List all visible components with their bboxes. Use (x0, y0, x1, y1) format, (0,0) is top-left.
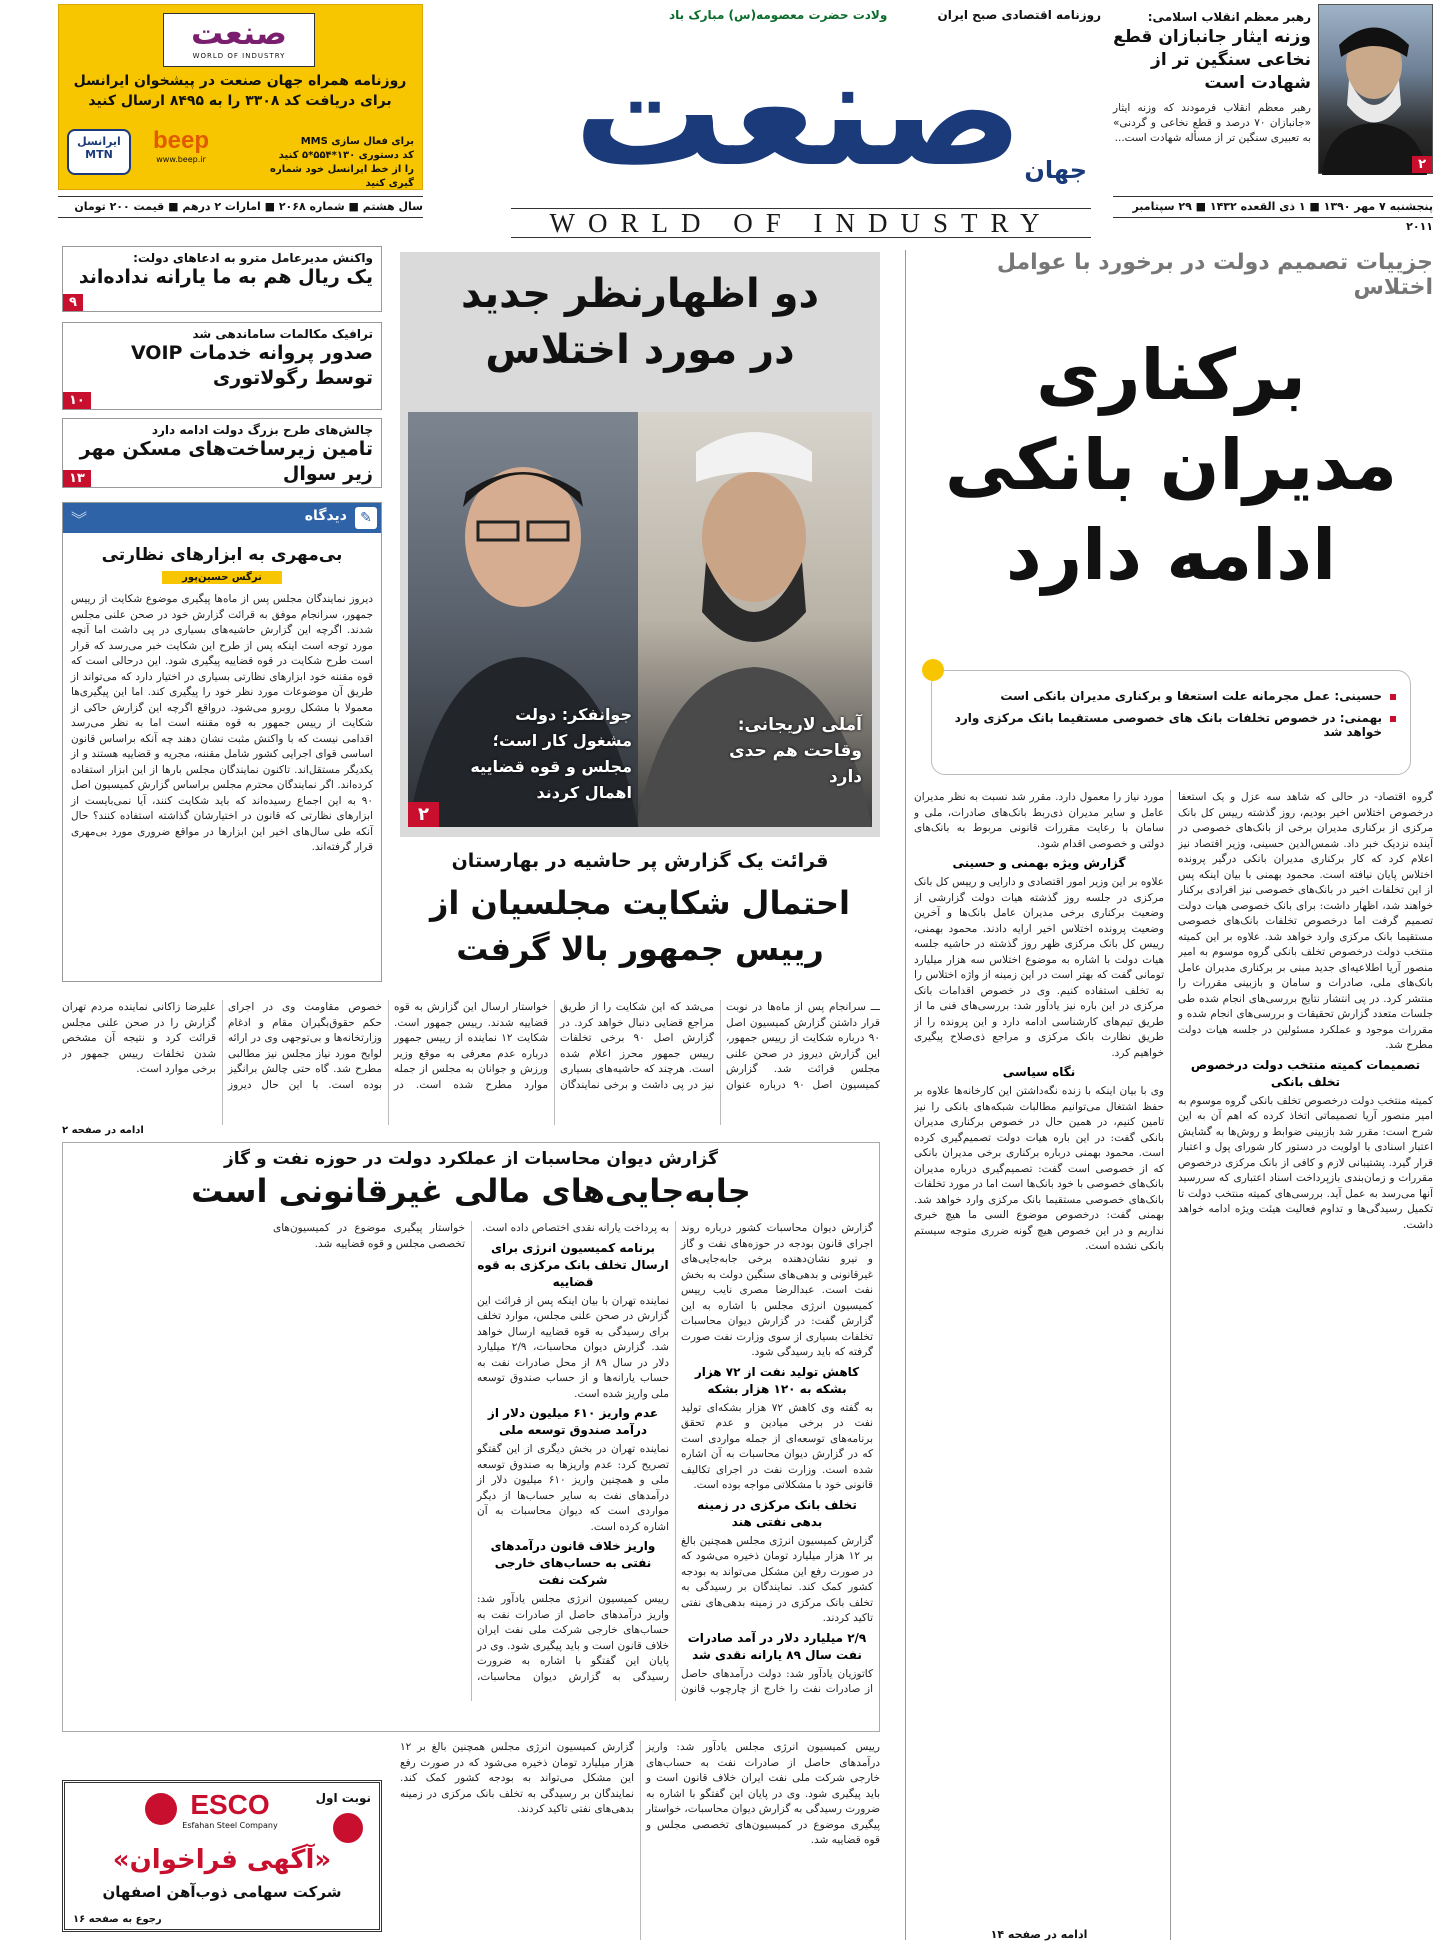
side-item-3-kicker: چالش‌های طرح بزرگ دولت ادامه دارد (151, 423, 373, 437)
audit-body2: به گفته وی کاهش ۷۲ هزار بشکه‌ای تولید نفت در برخی میادین و عدم تحقق برنامه‌های توسعه‌ای از جمله مواردی است که در گزارش دیوان محاسبات به آن اشاره شده است. وزارت نفت در اجرای تکالیف قانونی خود با مشکلاتی مواجه بوده است. (681, 1401, 873, 1491)
side-item-3-page: ۱۳ (63, 470, 91, 487)
side-item-2-page: ۱۰ (63, 392, 91, 409)
main-story-col2 (914, 790, 1164, 1930)
column-label-bar (63, 503, 381, 533)
esco-logo (145, 1789, 285, 1835)
masthead-logo-block (516, 26, 1087, 204)
center-page-number: ۲ (408, 802, 439, 827)
beep-logo (141, 127, 221, 177)
masthead-issue: سال هشتم ■ شماره ۲۰۶۸ ■ امارات ۲ درهم ■ قیمت ۲۰۰ تومان (74, 200, 423, 213)
ad-bottom-rank: نوبت اول (315, 1791, 371, 1805)
column-body: دیروز نمایندگان مجلس پس از ماه‌ها پیگیری موضوع شکایت از رییس جمهور، سرانجام موفق به قرائت گزارش خود در صحن علنی مجلس شدند. اگرچه این گزارش حاشیه‌های بسیاری در پی داشت اما آنچه مورد توجه است اینکه پس از طرح این شکایت خبر می‌رسد که قرار است طرح شکایت در قوه قضاییه پیگیری شود. این درحالی است که قوه مقننه خود ابزارهای نظارتی بسیاری در اختیار دارد که می‌تواند از طریق آن موضوعات مورد نظر خود را پیگیری کند. اما این پیگیری‌ها معمولا با مشکل روبرو می‌شود. درواقع اگرچه این گزارش حاکی از شکایت از رییس جمهور به قوه مقننه است اما به نظر می‌رسد اقدامی نیست که با واکنش مثبت نشان دهند چه آنکه براساس قانون اساسی قوای اجرایی کشور شامل مقننه، مجریه و قضاییه هستند و از یکدیگر مستقل‌اند. تاکنون نمایندگان مجلس بارها از این ابزار استفاده کرده‌اند. اگر نمایندگان محترم مجلس براساس گزارش کمیسیون اصل ۹۰ به این اجماع رسیده‌اند که باید شکایت کنند، آیا نمی‌بایست از ابزارهای نظارتی که قانون در اختیارشان گذاشته استفاده کنند؟ حال آنکه طی سال‌های اخیر این ابزارها در مواقع ضروری مورد بی‌مهری قرار گرفته‌اند. (71, 593, 373, 853)
bullets-marker-icon (922, 659, 944, 681)
leader-body: رهبر معظم انقلاب فرمودند که وزنه ایثار «جانبازان ۷۰ درصد و قطع نخاعی و گردنی» به تعبیری سنگین تر از مسأله شهادت است... (1113, 102, 1311, 144)
audit-kicker: گزارش دیوان محاسبات از عملکرد دولت در حوزه نفت و گاز (223, 1149, 718, 1169)
majlis-body: ـــ سرانجام پس از ماه‌ها در نوبت قرار داشتن گزارش کمیسیون اصل ۹۰ درباره شکایت از رییس جمهور، این گزارش دیروز در صحن علنی مجلس قرائت شد. گزارش کمیسیون اصل ۹۰ درباره عنوان می‌شد که این شکایت را از طریق مراجع قضایی دنبال خواهد کرد. در گزارش اصل ۹۰ برخی تخلفات رییس جمهور محرز اعلام شده است. هرچند که حاشیه‌های بسیاری نیز در پی داشت و برخی نمایندگان خواستار ارسال این گزارش به قوه قضاییه شدند. رییس جمهور است. شکایت ۱۲ نماینده از رییس جمهور درباره عدم معرفی به موقع وزیر ورزش و جوانان به مجلس از جمله موارد مطرح شده است. در خصوص مقاومت وی در اجرای حکم حقوق‌بگیران مقام و ادغام وزارتخانه‌ها و بی‌توجهی وی در ارائه لوایح مورد نیاز مجلس نیز مطالبی مطرح شد. گاه حتی چالش برانگیز بوده است. با این حال دیروز علیرضا زاکانی نماینده مردم تهران گزارش را در صحن علنی مجلس قرائت کرد و نتیجه آن مشخص شدن تخلفات رییس جمهور در برخی موارد است. (62, 1001, 880, 1091)
esco-logo-text: ESCO (190, 1789, 270, 1820)
divider (905, 250, 906, 1940)
audit-body6: نماینده تهران در بخش دیگری از این گفتگو تصریح کرد: عدم واریز‌ها به صندوق توسعه ملی و همچنین واریز ۶۱۰ میلیون دلار از درآمدهای نفت به سایر حساب‌ها از دیگر مواردی است که دیوان محاسبات به آن اشاره کرده است. (477, 1443, 670, 1533)
main-bullet-2: بهمنی: در خصوص تخلفات بانک های خصوصی مستقیما بانک مرکزی وارد خواهد شد (946, 711, 1396, 739)
ad-top-logo-en: WORLD OF INDUSTRY (192, 52, 286, 60)
audit-sub3: ۲/۹ میلیارد دلار در آمد صادرات نفت سال ۸۹ یارانه نقدی شد (687, 1630, 867, 1662)
ad-bottom[interactable] (62, 1780, 382, 1932)
audit-sub6: واریز خلاف قانون درآمدهای نفتی به حساب‌های خارجی شرکت نفت (490, 1539, 656, 1587)
column-label: دیدگاه (304, 508, 347, 524)
ad-top-line2: برای دریافت کد ۳۳۰۸ را به ۸۴۹۵ ارسال کنید (88, 93, 392, 109)
main-continued[interactable]: ادامه در صفحه ۱۴ (990, 1928, 1088, 1941)
side-item-2-kicker: ترافیک مکالمات ساماندهی شد (192, 327, 373, 341)
esco-emblem-right-icon (333, 1813, 363, 1843)
esco-emblem-icon (145, 1793, 177, 1825)
chevron-down-icon[interactable]: ︾ (71, 510, 88, 529)
masthead-english: WORLD OF INDUSTRY (511, 208, 1091, 238)
audit-headline: جابه‌جایی‌های مالی غیرقانونی است (191, 1172, 751, 1210)
pen-icon: ✎ (355, 507, 377, 529)
ad-bottom-company: شرکت سهامی ذوب‌آهن اصفهان (102, 1883, 342, 1901)
side-item-1-page: ۹ (63, 294, 83, 311)
leader-headline: وزنه ایثار جانبازان قطع نخاعی سنگین تر از شهادت است (1113, 27, 1311, 93)
divider (1170, 790, 1171, 1940)
audit-body5: نماینده تهران با بیان اینکه پس از قرائت این گزارش در صحن علنی مجلس، موارد تخلف برای رسیدگی به قوه قضاییه ارسال خواهد شد. گزارش دیوان محاسبات، ۲/۹ میلیارد دلار در سال ۸۹ از محل صادرات نفت به حساب یارانه‌ها و از حساب صندوق توسعه ملی واریز شده است. (477, 1294, 669, 1400)
ad-top[interactable] (58, 4, 423, 190)
issue-strip (58, 196, 423, 218)
audit-continuation (400, 1740, 880, 1940)
photo-left (408, 412, 638, 827)
main-body4: علاوه بر این وزیر امور اقتصادی و دارایی و رییس کل بانک مرکزی در جلسه روز گذشته هیات دولت گزارشی از وضعیت برکناری برخی مدیران عامل بانک‌ها و آخرین وضعیت پرونده اختلاس اخیر ارایه دادند. محمود بهمنی، رییس کل بانک مرکزی ظهر روز گذشته در حاشیه جلسه هیات دولت با اشاره به موضوع اختلاس سه هزار میلیارد تومانی گفت که بهتر است در این زمینه از واژه اختلاس را به تخلف استفاده کنیم. وی در خصوص اقدامات بانک مرکزی در این باره نیز یادآور شد: بررسی‌های فنی ما از طریق تیم‌های کارشناسی ادامه دارد و این پرونده را از طریق نظارت بانک مرکزی و مراجع ذی‌صلاح پیگیری خواهیم کرد. (914, 876, 1164, 1059)
audit-sub1: کاهش تولید نفت از ۷۲ هزار بشکه به ۱۲۰ هزار بشکه (694, 1364, 860, 1396)
audit-body3-cont: گزارش کمیسیون انرژی مجلس همچنین بالغ بر ۱۲ هزار میلیارد تومان ذخیره می‌شود که در صورت رفع این مشکل می‌تواند به بودجه کشور کمک کند. نمایندگان بر رسیدگی به تخلف بانک مرکزی در زمینه بدهی‌های نفتی تاکید کردند. (400, 1741, 634, 1815)
leader-kicker: رهبر معظم انقلاب اسلامی: (1147, 10, 1311, 24)
masthead-title-small: جهان (1024, 156, 1087, 184)
audit-body1: گزارش دیوان محاسبات کشور درباره روند اجرای قانون بودجه در حوزه‌های نفت و گاز و نیرو نشان‌دهنده برخی جابه‌جایی‌های غیرقانونی و بدهی‌های سنگین دولت به بخش نفت است. عبدالرضا مصری نایب رییس کمیسیون انرژی مجلس با اشاره به این گزارش گفت: در گزارش دیوان محاسبات تخلفات بسیاری از سوی وزارت نفت صورت گرفته که باید رسیدگی شود. (681, 1222, 873, 1358)
ad-top-mms3: را از خط ایرانسل خود شماره گیری کنید (270, 164, 414, 189)
main-body2: کمیته منتخب دولت درخصوص تخلف بانکی گروه موسوم به امیر منصور آریا تصمیماتی اتخاذ کرده که اهم آن به این شرح است: مقرر شد بازبینی ضوابط و روش‌ها به گشایش اعتبار اسنادی با اولویت در دستور کار شورای پول و اعتبار قرار گیرد. پشتیبانی لازم و کافی از بانک مرکزی درخصوص مقررات و زمان‌بندی بازپرداخت اسناد اعتباری که سررسید آنها می‌رسد به عمل آید. بررسی‌های کمیته منتخب دولت تا تکمیل رسیدگی‌ها و تداوم فعالیت هیئت ویژه ادامه خواهد داشت. (1178, 1094, 1433, 1231)
majlis-continued[interactable]: ادامه در صفحه ۲ (62, 1125, 144, 1136)
side-item-2[interactable] (62, 322, 382, 410)
masthead-greeting: ولادت حضرت معصومه(س) مبارک باد (669, 8, 888, 22)
majlis-headline: احتمال شکایت مجلسیان از رییس جمهور بالا گرفت (429, 884, 850, 968)
center-story-box[interactable] (400, 252, 880, 837)
audit-body7-cont: رییس کمیسیون انرژی مجلس یادآور شد: واریز درآمدهای حاصل از صادرات نفت به حساب‌های خارجی شرکت ملی نفت ایران خلاف قانون است و باید پیگیری شود. وی در پایان این گفتگو با اشاره به ضرورت رسیدگی به گزارش دیوان محاسبات، خواستار پیگیری موضوع در کمیسیون‌های تخصصی مجلس و قوه قضاییه شد. (646, 1741, 880, 1846)
main-story-col1 (1178, 790, 1433, 1946)
ad-top-mms2: کد دستوری ۱۳۰*۵۵۴*۵ کنید (278, 150, 414, 161)
main-body3: مورد نیاز را معمول دارد. مقرر شد نسبت به نظر مدیران عامل و سایر مدیران ذی‌ربط بانک‌های صادرات، ملی و سامان با رعایت مقررات قانونی مربوط به بانک‌های دولتی و خصوصی اقدام شود. (914, 791, 1164, 850)
side-item-3[interactable] (62, 418, 382, 488)
photo-right (636, 412, 872, 827)
irancell-logo (67, 129, 131, 175)
beep-url: www.beep.ir (156, 155, 206, 164)
ad-top-logo-fa: صنعت (191, 14, 287, 52)
column-box[interactable] (62, 502, 382, 982)
audit-body7: رییس کمیسیون انرژی مجلس یادآور شد: واریز درآمدهای حاصل از صادرات نفت به حساب‌های خارجی شرکت ملی نفت ایران خلاف قانون است و باید پیگیری شود. وی در پایان این گفتگو با اشاره به ضرورت رسیدگی به گزارش دیوان محاسبات، خواستار پیگیری موضوع در کمیسیون‌های تخصصی مجلس و قوه قضاییه شد. (273, 1222, 669, 1683)
irancell-label: ایرانسل (77, 135, 121, 148)
esco-logo-sub: Esfahan Steel Company (182, 1821, 278, 1830)
main-story-headline (931, 330, 1411, 600)
audit-sub5: عدم واریز ۶۱۰ میلیون دلار از درآمد صندوق توسعه ملی (487, 1406, 659, 1437)
side-item-3-headline: تامین زیرساخت‌های مسکن مهر زیر سوال (79, 438, 373, 485)
main-sub2: گزارش ویژه بهمنی و حسینی (952, 856, 1126, 870)
caption-right: آملی لاریجانی: وقاحت هم حدی دارد (729, 715, 862, 787)
main-body1: گروه اقتصاد- در حالی که شاهد سه عزل و یک استعفا درخصوص اختلاس اخیر بودیم، روز گذشته رییس کل بانک مرکزی از برکناری مدیران برخی از بانک‌های خصوصی در آینده نزدیک خبر داد. شمس‌الدین حسینی، وزیر اقتصاد نیز اعلام کرد که کار برکناری مدیران بانکی درگیر پرونده اختلاس پایان نیافته است. محمود بهمنی با بیان اینکه پس از این تخلفات اخیر در بانک‌های خصوصی نیز افرادی برکنار خواهند شد، اظهار داشت: برای بانک خصوصی هیات دولت تصمیم گرفت اما درخصوص تخلفات بانک‌های خصوصی مستقیما بانک مرکزی وارد خواهد شد. علاوه بر این کمیته منتخب دولت درخصوص تخلف بانکی گروه موسوم به امیر منصور آریا اطلاعیه‌ای جدید مبنی بر برکناری مدیران عامل بانک‌های ملی، صادرات و سامان و بازبینی مقررات را منتشر کرد. در پی انتشار نتایج بررسی‌های انجام شده طی جلسات متعدد گزارش تحقیقات و بررسی‌های انجام شده و مقررات موجود و عملکرد مسئولین در جلسه هیات دولت مطرح شد. (1178, 791, 1433, 1051)
ad-top-line1: روزنامه همراه جهان صنعت در پیشخوان ایرانسل (73, 73, 407, 89)
side-item-1-kicker: واکنش مدیرعامل مترو به ادعاهای دولت: (133, 251, 373, 265)
audit-sub4: برنامه کمیسیون انرژی برای ارسال تخلف بانک مرکزی به قوه قضاییه (477, 1240, 669, 1289)
ad-top-mms1: برای فعال سازی MMS (300, 136, 414, 147)
majlis-kicker: قرائت یک گزارش پر حاشیه در بهارستان (451, 850, 829, 872)
main-body5: وی با بیان اینکه با زنده نگه‌داشتن این کارخانه‌ها علاوه بر حفظ اشتغال می‌توانیم مطالبات شبکه‌های بانکی را نیز تامین کنیم، در همین حال در خصوص برکناری مدیران بانکی گفت: در این باره هیات دولت تصمیم‌گیری کرده است. محمود بهمنی درباره برکناری برخی مدیران بانکی که از خصوصی است گفت: تصمیم‌گیری درباره مدیران بانک‌های خصوصی با خود بانک‌ها است اما در مورد تخلفات بانک‌های خصوصی مستقیما بانک مرکزی وارد خواهد شد. بهمنی گفت: درخصوص موضوع السی ما هیچ خبری نداریم و در این خصوص هیچ گونه ضرری متوجه سیستم بانکی نشده است. (914, 1085, 1164, 1252)
leader-page-number: ۲ (1412, 156, 1432, 173)
main-sub1: تصمیمات کمیته منتخب دولت درخصوص تخلف بانکی (1190, 1057, 1421, 1089)
masthead (431, 4, 1101, 236)
side-item-1[interactable] (62, 246, 382, 312)
main-headline-line3: ادامه دارد (1005, 514, 1337, 596)
beep-logo-text: beep (152, 127, 209, 154)
masthead-tagline: روزنامه اقتصادی صبح ایران (937, 8, 1101, 22)
side-item-1-headline: یک ریال هم به ما یارانه نداده‌اند (78, 266, 373, 288)
main-sub3: نگاه سیاسی (1002, 1065, 1076, 1079)
mtn-label: MTN (85, 148, 113, 161)
center-headline: دو اظهارنظر جدید در مورد اختلاس (460, 271, 819, 373)
leader-box[interactable] (1113, 4, 1433, 176)
main-story-kicker: جزییات تصمیم دولت در برخورد با عوامل اختلاس (996, 250, 1433, 300)
masthead-title: صنعت (573, 26, 1024, 200)
audit-body4: کاتوزیان یادآور شد: دولت درآمدهای حاصل از صادرات نفت را خارج از چارچوب قانون به پرداخت یارانه نقدی اختصاص داده است. (481, 1222, 873, 1695)
audit-story-box (62, 1142, 880, 1732)
portrait-figure (1317, 5, 1432, 175)
ad-top-logo (163, 13, 315, 67)
date-strip (1113, 196, 1433, 233)
main-headline-line2: مدیران بانکی (944, 424, 1398, 506)
column-title: بی‌مهری به ابزارهای نظارتی (101, 545, 343, 565)
main-headline-line1: برکناری (1036, 334, 1306, 416)
main-bullet-1: حسینی: عمل مجرمانه علت استعفا و برکناری مدیران بانکی است (946, 689, 1396, 703)
audit-body3: گزارش کمیسیون انرژی مجلس همچنین بالغ بر ۱۲ هزار میلیارد تومان ذخیره می‌شود که در صورت رفع این مشکل می‌تواند به بودجه کشور کمک کند. نمایندگان بر رسیدگی به تخلف بانک مرکزی در زمینه بدهی‌های نفتی تاکید کردند. (681, 1534, 873, 1624)
caption-left: جوانفکر: دولت مشغول کار است؛ مجلس و قوه قضاییه اهمال کردند (470, 705, 632, 802)
audit-columns (69, 1221, 873, 1701)
leader-portrait (1318, 4, 1433, 174)
ad-bottom-title: «آگهی فراخوان» (112, 1845, 332, 1875)
main-story-bullets-box (931, 670, 1411, 775)
column-author: نرگس حسین‌پور (162, 571, 282, 584)
ad-bottom-ref: رجوع به صفحه ۱۶ (73, 1914, 162, 1925)
audit-sub2: تخلف بانک مرکزی در زمینه بدهی نفتی هند (697, 1497, 857, 1529)
side-item-2-headline: صدور پروانه خدمات VOIP توسط رگولاتوری (130, 342, 373, 389)
masthead-dateline: پنجشنبه ۷ مهر ۱۳۹۰ ■ ۱ ذی القعده ۱۴۳۲ ■ ۲۹ سپتامبر ۲۰۱۱ (1132, 200, 1433, 233)
